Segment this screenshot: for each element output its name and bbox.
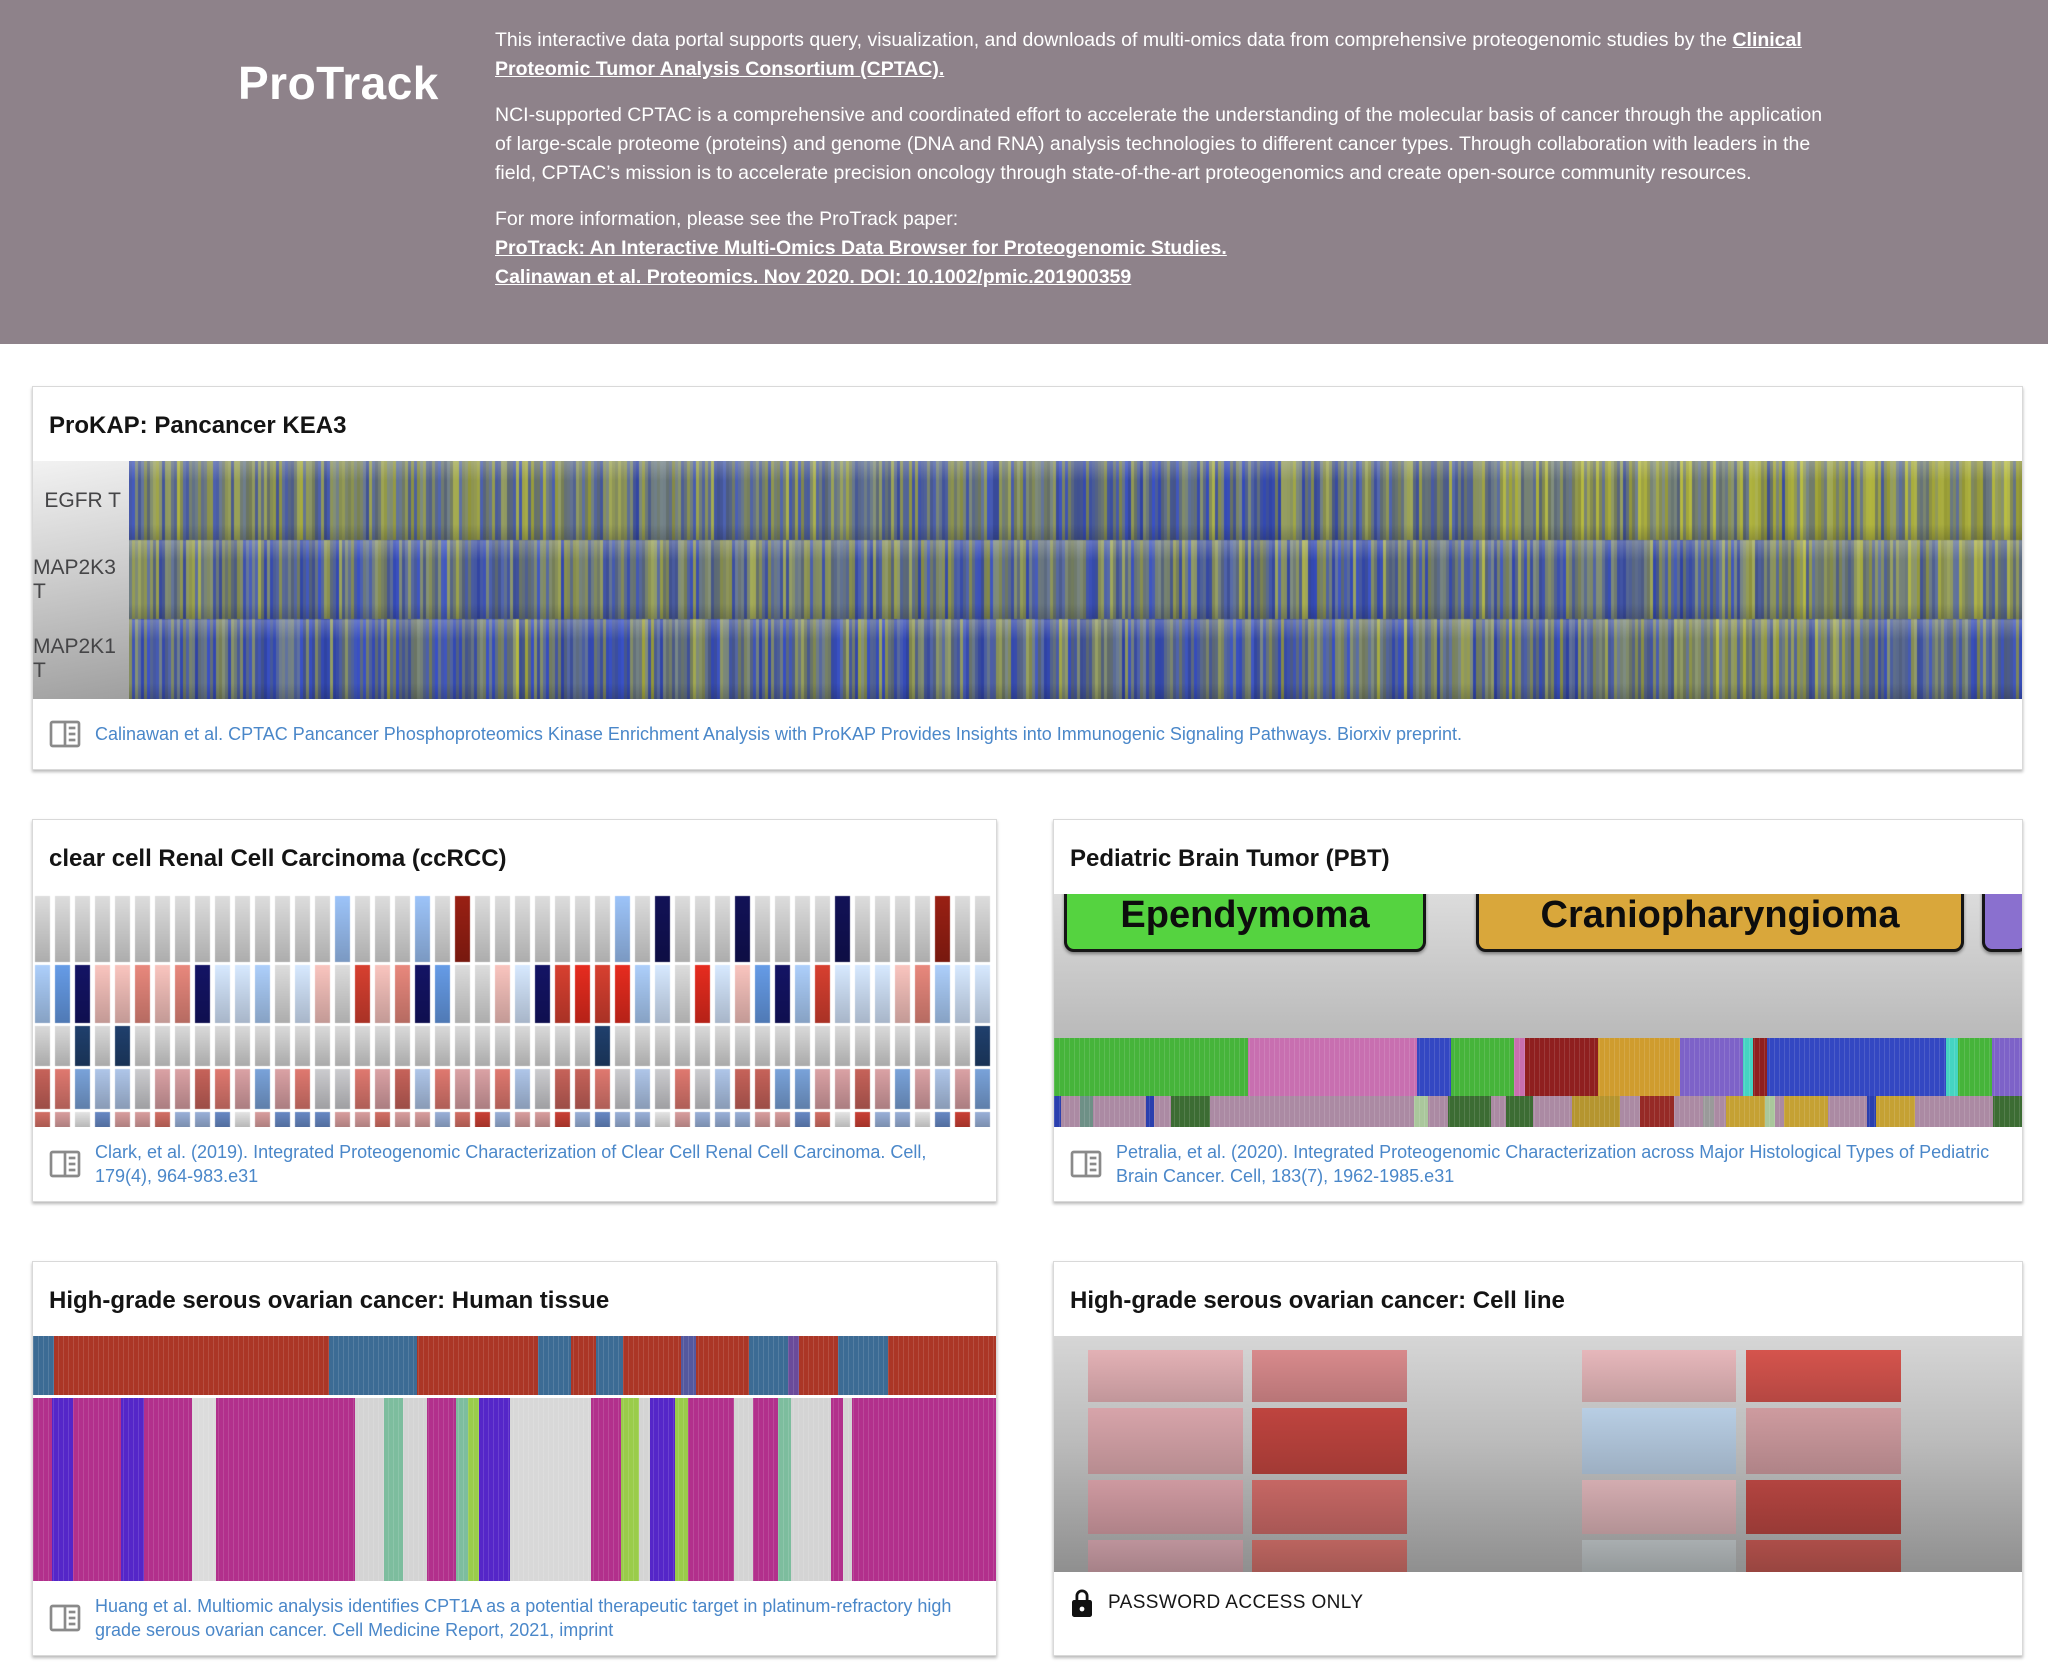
cellline-sample-block bbox=[1582, 1350, 1737, 1402]
cellline-sample-block bbox=[1582, 1408, 1737, 1474]
band-segment bbox=[1154, 1096, 1171, 1127]
band-segment bbox=[1714, 1096, 1726, 1127]
tissue-top-band bbox=[33, 1336, 996, 1395]
band-segment bbox=[1093, 1096, 1146, 1127]
band-segment bbox=[1784, 1096, 1828, 1127]
lock-icon bbox=[1070, 1588, 1094, 1618]
prokap-citation-link[interactable]: Calinawan et al. CPTAC Pancancer Phosphoproteomics Kinase Enrichment Analysis with ProKAP Provides Insights into Immunogenic Signaling Pathways. Biorxiv preprint. bbox=[95, 724, 1462, 744]
card-prokap-citation-row bbox=[33, 699, 2022, 769]
band-segment bbox=[688, 1398, 734, 1581]
cellline-sample-block bbox=[1582, 1540, 1737, 1572]
cellline-sample-block bbox=[1252, 1480, 1407, 1534]
band-segment bbox=[753, 1398, 778, 1581]
pbt-image-preview[interactable] bbox=[1054, 894, 2022, 1127]
intro-paragraph bbox=[495, 26, 1838, 83]
protrack-paper-link[interactable]: ProTrack: An Interactive Multi-Omics Data Browser for Proteogenomic Studies. bbox=[495, 236, 1227, 259]
band-segment bbox=[403, 1398, 428, 1581]
band-segment bbox=[355, 1398, 384, 1581]
intro-text: This interactive data portal supports query, visualization, and downloads of multi-omics data from comprehensive proteogenomic studies by the bbox=[495, 29, 1733, 51]
cptac-paragraph: NCI-supported CPTAC is a comprehensive and coordinated effort to accelerate the understanding of the molecular basis of cancer through the application of large-scale proteome (proteins) and genome (DNA and RNA) analysis technologies to different cancer types. Through collaboration with leaders in the field, CPTAC’s mission is to accelerate precision oncology through state-of-the-art proteogenomics and create open-source community resources. bbox=[495, 104, 1823, 184]
pbt-annotation-band bbox=[1054, 1096, 2022, 1127]
band-segment bbox=[1867, 1096, 1877, 1127]
band-segment bbox=[1491, 1096, 1506, 1127]
band-segment bbox=[1428, 1096, 1447, 1127]
band-segment bbox=[384, 1398, 403, 1581]
cptac-link[interactable]: Clinical Proteomic Tumor Analysis Consortium (CPTAC). bbox=[495, 29, 1802, 80]
pbt-button-craniopharyngioma[interactable]: Craniopharyngioma bbox=[1476, 894, 1964, 952]
cellline-sample-block bbox=[1746, 1480, 1901, 1534]
band-segment bbox=[1080, 1096, 1093, 1127]
band-segment bbox=[1054, 1038, 1248, 1096]
band-segment bbox=[1674, 1096, 1703, 1127]
cellline-sample-block bbox=[1088, 1350, 1243, 1402]
more-info-text: For more information, please see the ProTrack paper: bbox=[495, 208, 959, 231]
band-segment bbox=[1448, 1096, 1492, 1127]
band-segment bbox=[1992, 1038, 2022, 1096]
band-segment bbox=[1414, 1096, 1429, 1127]
band-segment bbox=[417, 1336, 537, 1395]
pbt-button-partial[interactable] bbox=[1982, 894, 2022, 952]
cellline-sample-block bbox=[1746, 1408, 1901, 1474]
band-segment bbox=[52, 1398, 73, 1581]
band-segment bbox=[54, 1336, 328, 1395]
cellline-sample-block bbox=[1088, 1480, 1243, 1534]
cellline-sample-block bbox=[1252, 1540, 1407, 1572]
band-segment bbox=[1680, 1038, 1743, 1096]
password-access-label: PASSWORD ACCESS ONLY bbox=[1108, 1592, 1364, 1613]
card-hgsoc-tissue bbox=[32, 1261, 997, 1656]
band-segment bbox=[1703, 1096, 1715, 1127]
page-header bbox=[0, 0, 2048, 344]
band-segment bbox=[468, 1398, 479, 1581]
band-segment bbox=[650, 1398, 675, 1581]
band-segment bbox=[329, 1336, 418, 1395]
cellline-sample-block bbox=[1746, 1350, 1901, 1402]
cellline-sample-block bbox=[1582, 1480, 1737, 1534]
band-segment bbox=[843, 1398, 853, 1581]
band-segment bbox=[1743, 1038, 1753, 1096]
band-segment bbox=[681, 1336, 696, 1395]
band-segment bbox=[675, 1398, 688, 1581]
protrack-paper-doi-link[interactable]: Calinawan et al. Proteomics. Nov 2020. DOI: 10.1002/pmic.201900359 bbox=[495, 265, 1132, 288]
band-segment bbox=[1640, 1096, 1674, 1127]
band-segment bbox=[696, 1336, 749, 1395]
band-segment bbox=[479, 1398, 510, 1581]
prokap-heatmap-preview[interactable] bbox=[33, 461, 2022, 699]
band-segment bbox=[1451, 1038, 1514, 1096]
card-hgsoc-tissue-citation-row bbox=[33, 1581, 996, 1655]
cellline-sample-block bbox=[1746, 1540, 1901, 1572]
band-segment bbox=[734, 1398, 753, 1581]
article-icon bbox=[1070, 1150, 1102, 1178]
band-segment bbox=[639, 1398, 650, 1581]
band-segment bbox=[831, 1398, 842, 1581]
card-prokap bbox=[32, 386, 2023, 770]
band-segment bbox=[1828, 1096, 1867, 1127]
ccrcc-citation-link[interactable]: Clark, et al. (2019). Integrated Proteogenomic Characterization of Clear Cell Renal Cell Carcinoma. Cell, 179(4), 964-983.e31 bbox=[95, 1142, 927, 1186]
band-segment bbox=[1506, 1096, 1533, 1127]
prokap-row-labels bbox=[33, 461, 129, 699]
header-description bbox=[495, 26, 1838, 344]
band-segment bbox=[538, 1336, 572, 1395]
card-hgsoc-cellline-title: High-grade serous ovarian cancer: Cell line bbox=[1070, 1287, 1565, 1314]
card-pbt-title: Pediatric Brain Tumor (PBT) bbox=[1070, 845, 1390, 872]
band-segment bbox=[1417, 1038, 1451, 1096]
password-access-row bbox=[1054, 1572, 2022, 1634]
band-segment bbox=[1572, 1096, 1620, 1127]
prokap-row-label-map2k3: MAP2K3 T bbox=[33, 555, 116, 603]
band-segment bbox=[1946, 1038, 1958, 1096]
band-segment bbox=[888, 1336, 996, 1395]
band-segment bbox=[1876, 1096, 1915, 1127]
band-segment bbox=[1054, 1096, 1061, 1127]
band-segment bbox=[1753, 1038, 1768, 1096]
band-segment bbox=[1514, 1038, 1526, 1096]
hgsoc-tissue-image-preview[interactable] bbox=[33, 1336, 996, 1581]
pbt-subtype-band bbox=[1054, 1038, 2022, 1096]
cellline-sample-block bbox=[1088, 1408, 1243, 1474]
band-segment bbox=[510, 1398, 591, 1581]
band-segment bbox=[778, 1398, 791, 1581]
prokap-heatmap-canvas[interactable] bbox=[129, 461, 2022, 699]
hgsoc-cellline-image-preview[interactable] bbox=[1054, 1336, 2022, 1572]
band-segment bbox=[1765, 1096, 1775, 1127]
prokap-row-label-map2k1: MAP2K1 T bbox=[33, 635, 116, 683]
card-ccrcc-citation-row bbox=[33, 1127, 996, 1201]
band-segment bbox=[33, 1398, 52, 1581]
band-segment bbox=[749, 1336, 788, 1395]
cards-container bbox=[0, 344, 2048, 1656]
band-segment bbox=[1525, 1038, 1598, 1096]
article-icon bbox=[49, 1604, 81, 1632]
band-segment bbox=[1533, 1096, 1572, 1127]
band-segment bbox=[1775, 1096, 1785, 1127]
band-segment bbox=[1726, 1096, 1765, 1127]
band-segment bbox=[591, 1398, 622, 1581]
band-segment bbox=[144, 1398, 192, 1581]
band-segment bbox=[33, 1336, 54, 1395]
cellline-sample-block bbox=[1088, 1540, 1243, 1572]
band-segment bbox=[623, 1336, 681, 1395]
band-segment bbox=[1767, 1038, 1946, 1096]
band-segment bbox=[456, 1398, 467, 1581]
band-segment bbox=[1598, 1038, 1680, 1096]
band-segment bbox=[216, 1398, 355, 1581]
band-segment bbox=[596, 1336, 623, 1395]
cellline-sample-block bbox=[1252, 1350, 1407, 1402]
band-segment bbox=[1146, 1096, 1154, 1127]
band-segment bbox=[1958, 1038, 1992, 1096]
band-segment bbox=[1248, 1038, 1417, 1096]
band-segment bbox=[799, 1336, 838, 1395]
article-icon bbox=[49, 1150, 81, 1178]
band-segment bbox=[788, 1336, 800, 1395]
band-segment bbox=[427, 1398, 456, 1581]
band-segment bbox=[1915, 1096, 1993, 1127]
band-segment bbox=[1061, 1096, 1080, 1127]
page-title: ProTrack bbox=[238, 57, 439, 109]
card-hgsoc-tissue-title: High-grade serous ovarian cancer: Human tissue bbox=[49, 1287, 610, 1314]
card-pbt bbox=[1053, 819, 2023, 1202]
band-segment bbox=[1210, 1096, 1414, 1127]
band-segment bbox=[1171, 1096, 1210, 1127]
band-segment bbox=[838, 1336, 888, 1395]
hgsoc-tissue-citation-link[interactable]: Huang et al. Multiomic analysis identifies CPT1A as a potential therapeutic target in platinum-refractory high grade serous ovarian cancer. Cell Medicine Report, 2021, imprint bbox=[95, 1596, 952, 1640]
band-segment bbox=[852, 1398, 995, 1581]
band-segment bbox=[1993, 1096, 2022, 1127]
band-segment bbox=[192, 1398, 217, 1581]
band-segment bbox=[791, 1398, 831, 1581]
card-ccrcc-title: clear cell Renal Cell Carcinoma (ccRCC) bbox=[49, 845, 507, 872]
band-segment bbox=[571, 1336, 596, 1395]
band-segment bbox=[121, 1398, 144, 1581]
card-prokap-title: ProKAP: Pancancer KEA3 bbox=[49, 412, 347, 439]
card-ccrcc bbox=[32, 819, 997, 1202]
ccrcc-heatmap-canvas[interactable] bbox=[33, 894, 996, 1127]
card-pbt-citation-row bbox=[1054, 1127, 2022, 1201]
card-hgsoc-cellline bbox=[1053, 1261, 2023, 1656]
band-segment bbox=[1620, 1096, 1639, 1127]
pbt-citation-link[interactable]: Petralia, et al. (2020). Integrated Proteogenomic Characterization across Major Histological Types of Pediatric Brain Cancer. Cell, 183(7), 1962-1985.e31 bbox=[1116, 1142, 1990, 1186]
prokap-row-label-egfr: EGFR T bbox=[44, 488, 121, 512]
article-icon bbox=[49, 720, 81, 748]
band-segment bbox=[621, 1398, 638, 1581]
pbt-button-ependymoma[interactable]: Ependymoma bbox=[1064, 894, 1426, 952]
band-segment bbox=[73, 1398, 121, 1581]
cellline-sample-block bbox=[1252, 1408, 1407, 1474]
tissue-subtype-band bbox=[33, 1398, 996, 1581]
